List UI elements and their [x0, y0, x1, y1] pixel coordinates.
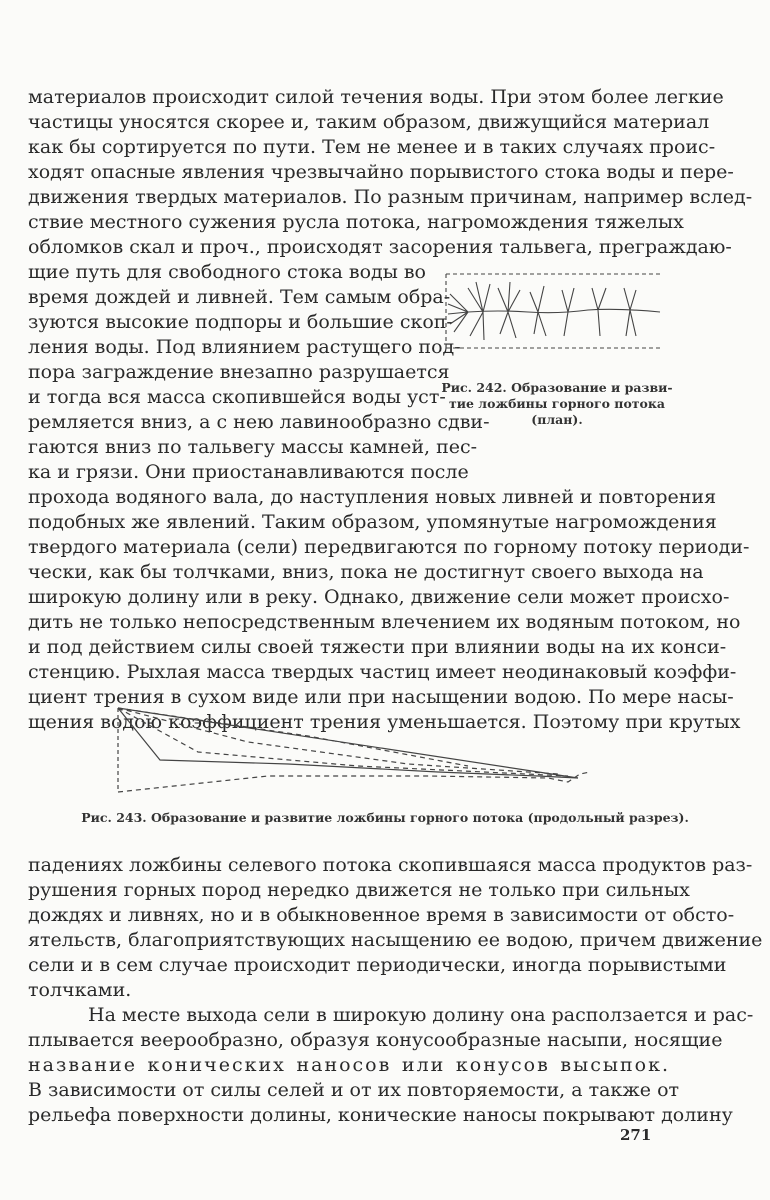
text-line: толчками.: [28, 979, 132, 1001]
text-line: рушения горных пород нередко движется не только при сильных: [28, 879, 690, 901]
text-line: ления воды. Под влиянием растущего под-: [28, 336, 461, 358]
text-line: и под действием силы своей тяжести при влиянии воды на их конси-: [28, 636, 727, 658]
text-line: ходят опасные явления чрезвычайно порывистого стока воды и пере-: [28, 161, 734, 183]
text-line: твердого материала (сели) передвигаются по горному потоку периоди-: [28, 536, 750, 558]
figure-242-caption-line: (план).: [531, 412, 583, 427]
text-line: зуются высокие подпоры и большие скоп-: [28, 311, 453, 333]
text-line: ятельств, благоприятствующих насыщению ее водою, причем движение: [28, 929, 763, 951]
page-number: 271: [620, 1126, 652, 1144]
figure-242-caption-line: Рис. 242. Образование и разви-: [441, 380, 673, 395]
text-line: пора заграждение внезапно разрушается: [28, 361, 450, 383]
text-line: подобных же явлений. Таким образом, упомянутые нагромождения: [28, 511, 717, 533]
text-line: плывается веерообразно, образуя конусообразные насыпи, носящие: [28, 1029, 723, 1051]
text-line: В зависимости от силы селей и от их повторяемости, а также от: [28, 1079, 680, 1101]
text-line: обломков скал и проч., происходят засорения тальвега, преграждаю-: [28, 236, 732, 258]
text-line: ремляется вниз, а с нею лавинообразно сдви-: [28, 411, 490, 433]
text-line: сели и в сем случае происходит периодически, иногда порывистыми: [28, 954, 727, 976]
text-line: ствие местного сужения русла потока, нагромождения тяжелых: [28, 211, 684, 233]
text-line: и тогда вся масса скопившейся воды уст-: [28, 386, 446, 408]
text-line: стенцию. Рыхлая масса твердых частиц имеет неодинаковый коэффи-: [28, 661, 737, 683]
figure-243-section-diagram: [108, 702, 598, 798]
text-line: щие путь для свободного стока воды во: [28, 261, 426, 283]
text-line: широкую долину или в реку. Однако, движение сели может происхо-: [28, 586, 730, 608]
text-line: прохода водяного вала, до наступления новых ливней и повторения: [28, 486, 717, 508]
text-line: дождях и ливнях, но и в обыкновенное время в зависимости от обсто-: [28, 904, 735, 926]
text-line: рельефа поверхности долины, конические наносы покрывают долину: [28, 1104, 733, 1126]
text-line: циент трения в сухом виде или при насыщении водою. По мере насы-: [28, 686, 734, 708]
text-line: щения водою коэффициент трения уменьшается. Поэтому при крутых: [28, 711, 741, 733]
figure-242-caption-line: тие ложбины горного потока: [448, 396, 665, 411]
text-line: На месте выхода сели в широкую долину она расползается и рас-: [88, 1004, 754, 1026]
text-line: движения твердых материалов. По разным причинам, например вслед-: [28, 186, 753, 208]
text-line: дить не только непосредственным влечением их водяным потоком, но: [28, 611, 741, 633]
text-line: ка и грязи. Они приостанавливаются после: [28, 461, 469, 483]
text-line: частицы уносятся скорее и, таким образом, движущийся материал: [28, 111, 710, 133]
text-line-spaced-term: название конических наносов или конусов высыпок.: [28, 1054, 670, 1076]
text-line: чески, как бы толчками, вниз, пока не достигнут своего выхода на: [28, 561, 704, 583]
text-line: материалов происходит силой течения воды. При этом более легкие: [28, 86, 724, 108]
text-line: как бы сортируется по пути. Тем не менее и в таких случаях проис-: [28, 136, 716, 158]
text-line: время дождей и ливней. Тем самым обра-: [28, 286, 451, 308]
figure-243-caption: Рис. 243. Образование и развитие ложбины горного потока (продольный разрез).: [81, 810, 689, 825]
text-line: падениях ложбины селевого потока скопившаяся масса продуктов раз-: [28, 854, 753, 876]
figure-242-plan-diagram: [438, 262, 668, 362]
text-line: гаются вниз по тальвегу массы камней, пес-: [28, 436, 478, 458]
